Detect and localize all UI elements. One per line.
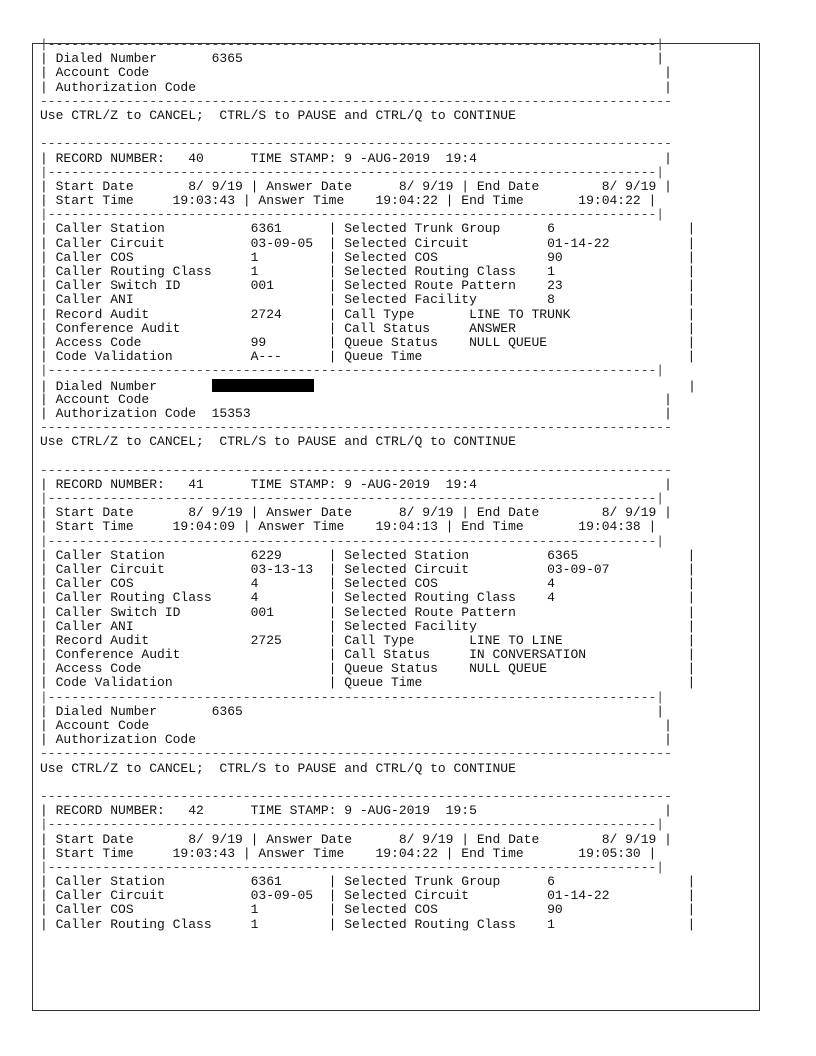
separator-line: |------------------------------------------------------------------------------|: [40, 860, 665, 875]
record-line: | Caller Routing Class 4 | Selected Routing Class 4 |: [40, 590, 696, 606]
record-header: | RECORD NUMBER: 40 TIME STAMP: 9 -AUG-2019 19:4 |: [40, 150, 672, 166]
record-line: [40, 449, 780, 463]
record-line: | Account Code |: [40, 718, 672, 733]
record-line: | Caller Circuit 03-09-05 | Selected Circuit 01-14-22 |: [40, 235, 696, 251]
record-line: | Conference Audit | Call Status ANSWER |: [40, 320, 696, 336]
record-line: | Access Code | Queue Status NULL QUEUE |: [40, 661, 696, 677]
record-line: | Access Code 99 | Queue Status NULL QUEUE |: [40, 334, 696, 350]
separator-line: ---------------------------------------------------------------------------------: [40, 747, 672, 762]
record-line: | Code Validation A--- | Queue Time |: [40, 349, 696, 365]
record-line: | Caller Station 6361 | Selected Trunk Group 6 |: [40, 874, 696, 890]
separator-line: |------------------------------------------------------------------------------|: [40, 364, 665, 379]
separator-line: |------------------------------------------------------------------------------|: [40, 818, 665, 833]
record-line: | Caller COS 4 | Selected COS 4 |: [40, 576, 696, 592]
record-line: | Caller Routing Class 1 | Selected Routing Class 1 |: [40, 264, 696, 279]
record-line: | Caller COS 1 | Selected COS 90 |: [40, 902, 696, 918]
record-line: | Caller ANI | Selected Facility |: [40, 618, 696, 634]
record-line: | Caller Station 6229 | Selected Station 6365 |: [40, 547, 696, 563]
pause-prompt: Use CTRL/Z to CANCEL; CTRL/S to PAUSE and CTRL/Q to CONTINUE: [40, 434, 516, 450]
record-line: | Start Time 19:03:43 | Answer Time 19:04:22 | End Time 19:05:30 |: [40, 845, 657, 861]
record-line: [40, 379, 780, 393]
record-line: | Caller ANI | Selected Facility 8 |: [40, 292, 696, 308]
record-line: | Caller Circuit 03-09-05 | Selected Circuit 01-14-22 |: [40, 888, 696, 904]
separator-line: ---------------------------------------------------------------------------------: [40, 137, 672, 152]
separator-line: |------------------------------------------------------------------------------|: [40, 534, 665, 549]
pause-prompt: Use CTRL/Z to CANCEL; CTRL/S to PAUSE and CTRL/Q to CONTINUE: [40, 760, 516, 776]
record-line: | Authorization Code |: [40, 732, 672, 748]
record-line: | Code Validation | Queue Time |: [40, 675, 696, 691]
record-line: | Dialed Number 6365 |: [40, 51, 665, 67]
record-line: | Start Date 8/ 9/19 | Answer Date 8/ 9/19 | End Date 8/ 9/19 |: [40, 178, 672, 194]
record-line: | Record Audit 2725 | Call Type LINE TO LINE |: [40, 632, 696, 648]
separator-line: ---------------------------------------------------------------------------------: [40, 789, 672, 804]
record-line: | Caller Circuit 03-13-13 | Selected Circuit 03-09-07 |: [40, 561, 696, 577]
separator-line: |------------------------------------------------------------------------------|: [40, 38, 665, 52]
record-header: | RECORD NUMBER: 41 TIME STAMP: 9 -AUG-2019 19:4 |: [40, 476, 672, 492]
record-line: | Caller Station 6361 | Selected Trunk Group 6 |: [40, 221, 696, 237]
terminal-output: [40, 38, 780, 932]
record-line: | Authorization Code |: [40, 79, 672, 95]
separator-line: ---------------------------------------------------------------------------------: [40, 421, 672, 436]
record-line: | Start Date 8/ 9/19 | Answer Date 8/ 9/19 | End Date 8/ 9/19 |: [40, 505, 672, 521]
record-line: [40, 776, 780, 790]
redaction-box: [212, 379, 314, 392]
record-line: | Dialed Number 6365 |: [40, 703, 665, 719]
record-line: | Caller Switch ID 001 | Selected Route Pattern 23 |: [40, 278, 696, 294]
separator-line: ---------------------------------------------------------------------------------: [40, 463, 672, 478]
line-text: |: [313, 378, 696, 394]
record-line: | Start Date 8/ 9/19 | Answer Date 8/ 9/19 | End Date 8/ 9/19 |: [40, 831, 672, 847]
separator-line: |------------------------------------------------------------------------------|: [40, 208, 665, 223]
record-line: | Caller Routing Class 1 | Selected Routing Class 1 |: [40, 916, 696, 932]
pause-prompt: Use CTRL/Z to CANCEL; CTRL/S to PAUSE and CTRL/Q to CONTINUE: [40, 107, 516, 123]
record-line: | Record Audit 2724 | Call Type LINE TO TRUNK |: [40, 306, 696, 322]
record-line: | Account Code |: [40, 391, 672, 407]
separator-line: |------------------------------------------------------------------------------|: [40, 492, 665, 506]
record-line: | Caller COS 1 | Selected COS 90 |: [40, 249, 696, 265]
record-line: [40, 123, 780, 137]
separator-line: ---------------------------------------------------------------------------------: [40, 94, 672, 109]
record-line: | Start Time 19:04:09 | Answer Time 19:04:13 | End Time 19:04:38 |: [40, 519, 657, 535]
separator-line: |------------------------------------------------------------------------------|: [40, 165, 665, 180]
record-line: | Conference Audit | Call Status IN CONVERSATION |: [40, 647, 696, 663]
record-line: | Caller Switch ID 001 | Selected Route Pattern |: [40, 604, 696, 620]
record-line: | Account Code |: [40, 65, 672, 81]
record-line: | Start Time 19:03:43 | Answer Time 19:04:22 | End Time 19:04:22 |: [40, 193, 657, 209]
record-line: | Authorization Code 15353 |: [40, 405, 672, 421]
line-text: | Dialed Number: [40, 378, 212, 394]
separator-line: |------------------------------------------------------------------------------|: [40, 690, 665, 705]
record-header: | RECORD NUMBER: 42 TIME STAMP: 9 -AUG-2019 19:5 |: [40, 803, 672, 819]
